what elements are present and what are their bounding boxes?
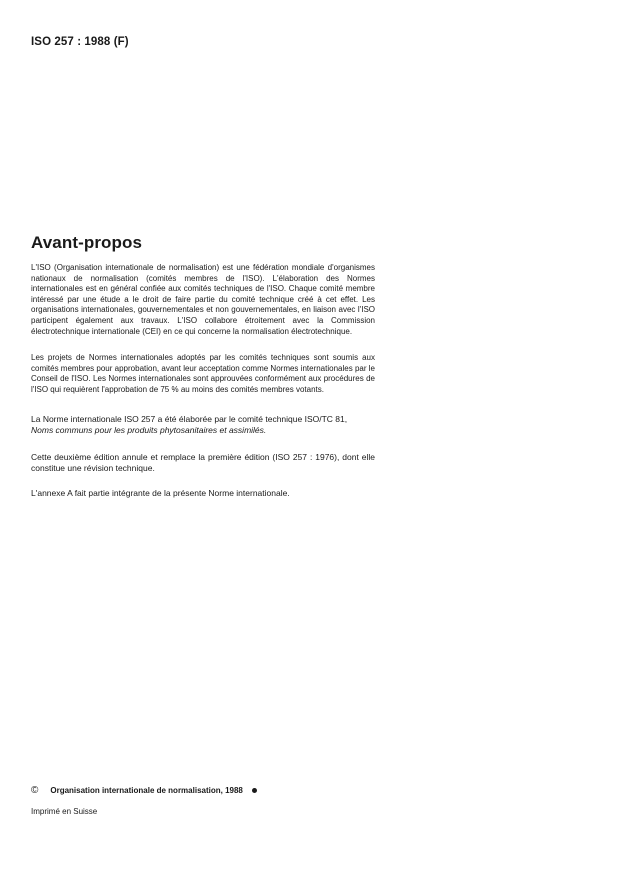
foreword-paragraph-annex: L'annexe A fait partie intégrante de la présente Norme internationale. <box>31 487 290 498</box>
copyright-symbol: © <box>31 785 39 796</box>
foreword-paragraph-iso-description: L'ISO (Organisation internationale de normalisation) est une fédération mondiale d'organismes nationaux de normalisation (comités membres de l'ISO). L'élaboration des Normes internationales est en général confiée aux comités techniques de l'ISO. Chaque comité membre intéressé par une étude a le droit de faire partie du comité technique créé à cet effet. Les organisations internationales, gouvernementales et non gouvernementales, en liaison avec l'ISO participent également aux travaux. L'ISO collabore étroitement avec la Commission électrotechnique internationale (CEI) en ce qui concerne la normalisation électrotechnique. <box>31 263 375 336</box>
foreword-paragraph-committee <box>31 414 375 436</box>
printed-in-note: Imprimé en Suisse <box>31 807 98 816</box>
foreword-section <box>31 233 375 513</box>
foreword-title: Avant-propos <box>31 233 143 252</box>
committee-text: La Norme internationale ISO 257 a été élaborée par le comité technique ISO/TC 81, <box>31 413 348 424</box>
bullet-dot-icon <box>252 788 257 793</box>
committee-title: Noms communs pour les produits phytosanitaires et assimilés. <box>31 424 267 435</box>
copyright-line <box>31 785 257 796</box>
foreword-paragraph-edition: Cette deuxième édition annule et remplace la première édition (ISO 257 : 1976), dont elle constitue une révision technique. <box>31 451 375 473</box>
copyright-text: Organisation internationale de normalisation, 1988 <box>50 786 243 795</box>
document-identifier: ISO 257 : 1988 (F) <box>31 36 129 48</box>
foreword-paragraph-approval: Les projets de Normes internationales adoptés par les comités techniques sont soumis aux comités membres pour approbation, avant leur acceptation comme Normes internationales par le Conseil de l'ISO. Les Normes internationales sont approuvées conformément aux procédures de l'ISO qui requièrent l'approbation de 75 % au moins des comités membres votants. <box>31 353 375 394</box>
